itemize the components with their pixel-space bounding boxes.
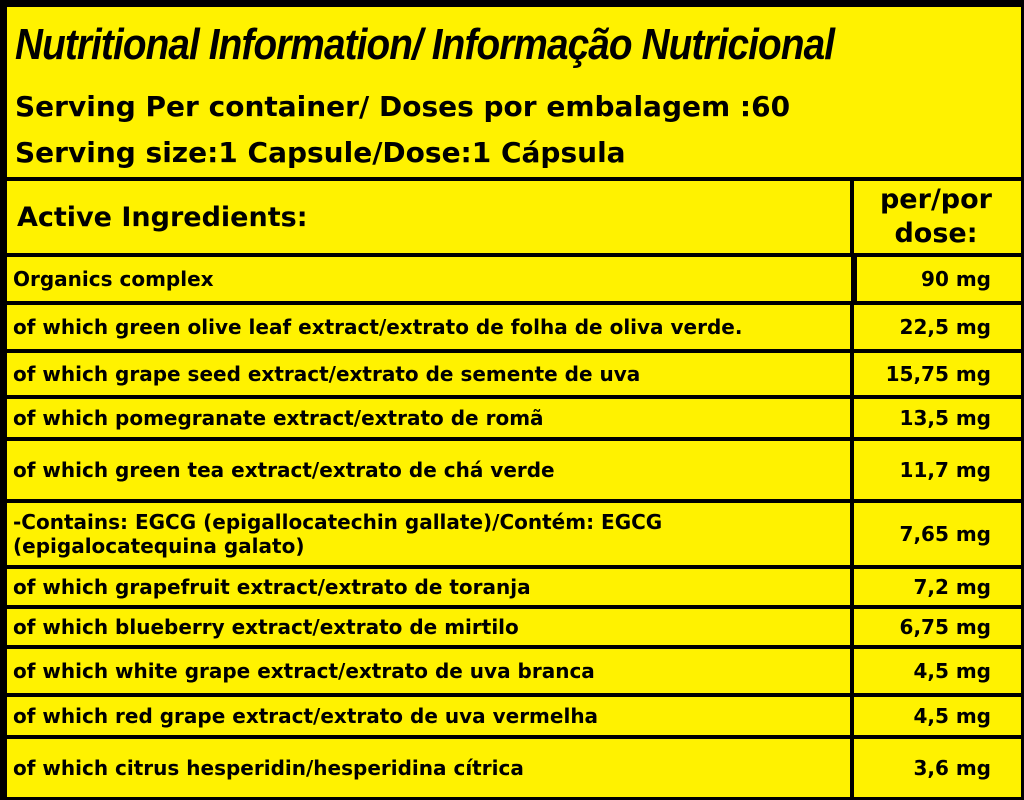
ingredient-amount: 15,75 mg [885,362,991,386]
ingredient-name: of which citrus hesperidin/hesperidina cítrica [13,756,524,780]
label-header [7,7,1021,177]
table-row [7,441,1021,499]
ingredient-amount: 90 mg [921,267,991,291]
ingredient-name: of which white grape extract/extrato de uva branca [13,659,595,683]
ingredient-amount: 7,65 mg [899,522,991,546]
ingredient-name: of which blueberry extract/extrato de mirtilo [13,615,519,639]
ingredient-amount: 4,5 mg [913,659,991,683]
header-ingredients: Active Ingredients: [17,201,308,233]
ingredient-amount: 13,5 mg [899,406,991,430]
ingredient-amount: 6,75 mg [899,615,991,639]
ingredient-name: of which green olive leaf extract/extrato de folha de oliva verde. [13,315,743,339]
column-divider [850,181,854,253]
table-row [7,649,1021,693]
label-title: Nutritional Information/ Informação Nutricional [15,20,835,69]
table-row [7,257,1021,301]
ingredient-amount: 7,2 mg [913,575,991,599]
ingredient-name: of which green tea extract/extrato de chá verde [13,458,555,482]
serving-size: Serving size:1 Capsule/Dose:1 Cápsula [15,136,626,169]
table-row [7,697,1021,735]
ingredient-amount: 4,5 mg [913,704,991,728]
ingredient-name: Organics complex [13,267,214,291]
ingredient-name: of which grape seed extract/extrato de semente de uva [13,362,641,386]
table-row [7,569,1021,605]
ingredient-amount: 3,6 mg [913,756,991,780]
ingredient-name: -Contains: EGCG (epigallocatechin gallate)/Contém: EGCG (epigalocatequina galato) [13,510,663,558]
table-row [7,399,1021,437]
table-row [7,503,1021,565]
ingredient-name: of which red grape extract/extrato de uva vermelha [13,704,599,728]
servings-per-container: Serving Per container/ Doses por embalagem :60 [15,90,791,123]
table-row [7,353,1021,395]
table-header-row [7,181,1021,253]
header-per-dose: per/por dose: [879,184,992,249]
ingredient-amount: 22,5 mg [899,315,991,339]
ingredient-name: of which grapefruit extract/extrato de toranja [13,575,531,599]
table-row [7,609,1021,645]
table-row [7,739,1021,797]
table-row [7,305,1021,349]
ingredient-amount: 11,7 mg [899,458,991,482]
ingredient-name: of which pomegranate extract/extrato de romã [13,406,544,430]
